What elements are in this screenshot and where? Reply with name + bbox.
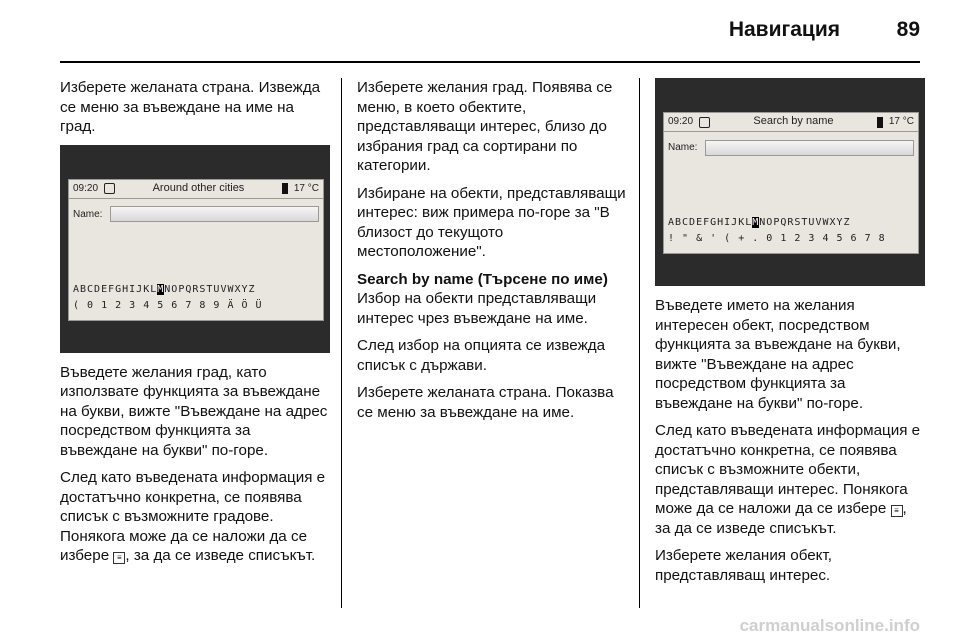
selected-key[interactable]: M xyxy=(157,283,165,295)
header-rule xyxy=(60,61,920,63)
thermometer-icon xyxy=(282,183,288,194)
name-label: Name: xyxy=(668,142,698,153)
name-input[interactable] xyxy=(705,140,914,156)
temperature: 17 °C xyxy=(293,182,319,194)
column-divider xyxy=(341,78,342,608)
paragraph: Избор на обекти представляващи интерес чрез въвеждане на име. xyxy=(357,290,597,327)
clock-icon xyxy=(104,183,115,194)
letter-keyboard xyxy=(668,215,914,247)
paragraph: Изберете желаната страна. Показва се меню за въвеждане на име. xyxy=(357,384,614,421)
selected-key[interactable]: M xyxy=(752,217,760,228)
clock-text: 09:20 xyxy=(73,182,99,194)
clock-text: 09:20 xyxy=(668,116,694,128)
thermometer-icon xyxy=(877,117,883,128)
paragraph: След като въведената информация е достатъчно конкретна, се появява списък с възможните градове. Понякога може да се наложи да се избере ≡ , за да се изведе списъкът. xyxy=(60,469,326,564)
paragraph: Избиране на обекти, представляващи интерес: виж примера по-горе за "В близост до текущото местоположение". xyxy=(357,184,626,260)
section-title: Навигация xyxy=(728,18,840,41)
column-2 xyxy=(357,78,627,430)
watermark: carmanualsonline.info xyxy=(739,616,920,635)
paragraph: След като въведената информация е достатъчно конкретна, се появява списък с възможните обекти, представляващи интерес. Понякога може да се наложи да се избере ≡ , за да се изведе списъкът. xyxy=(655,422,921,537)
paragraph: Изберете желаната страна. Извежда се меню за въвеждане на име на град. xyxy=(60,79,321,135)
paragraph: Изберете желания обект, представляващ интерес. xyxy=(655,547,832,584)
letter-keyboard xyxy=(73,282,319,314)
column-divider xyxy=(639,78,640,608)
keyboard-row-letters[interactable]: ABCDEFGHIJKLMNOPQRSTUVWXYZ xyxy=(668,217,851,228)
paragraph: Въведете името на желания интересен обект, посредством функцията за въвеждане на букви, вижте "Въвеждане на адрес посредством функцията за въвеждане на букви" по-горе. xyxy=(655,297,901,412)
screenshot-search-by-name xyxy=(655,78,925,286)
page-number: 89 xyxy=(896,18,920,41)
list-icon: ≡ xyxy=(891,505,903,517)
paragraph: След избор на опцията се извежда списък с държави. xyxy=(357,337,606,374)
paragraph: Въведете желания град, като използвате функцията за въвеждане на букви, вижте "Въвеждане на адрес посредством функцията за въвеждане на букви" по-горе. xyxy=(60,363,328,459)
screenshot-around-cities xyxy=(60,145,330,353)
paragraph: Изберете желания град. Появява се меню, в което обектите, представляващи интерес, близо до избрания град са сортирани по категории. xyxy=(357,79,613,174)
name-row xyxy=(664,132,918,164)
clock-icon xyxy=(699,117,710,128)
screen-title: Search by name xyxy=(753,115,834,128)
screen-status-bar xyxy=(664,113,918,132)
list-icon: ≡ xyxy=(113,552,125,564)
subheading: Search by name (Търсене по име) xyxy=(357,270,608,288)
screen-status-bar xyxy=(69,180,323,199)
column-1 xyxy=(60,78,330,574)
keyboard-row-letters[interactable]: ABCDEFGHIJKLMNOPQRSTUVWXYZ xyxy=(73,283,256,295)
column-3 xyxy=(655,78,925,593)
page-header xyxy=(0,0,960,60)
keyboard-row-symbols[interactable]: ! " & ' ( + . 0 1 2 3 4 5 6 7 8 xyxy=(668,233,886,244)
screen-title: Around other cities xyxy=(152,181,245,194)
device-screen xyxy=(68,179,324,321)
name-input[interactable] xyxy=(110,206,319,222)
temperature: 17 °C xyxy=(888,116,914,128)
name-label: Name: xyxy=(73,208,103,220)
device-screen xyxy=(663,112,919,254)
name-row xyxy=(69,199,323,231)
keyboard-row-digits[interactable]: ( 0 1 2 3 4 5 6 7 8 9 Ä Ö Ü xyxy=(73,299,263,311)
